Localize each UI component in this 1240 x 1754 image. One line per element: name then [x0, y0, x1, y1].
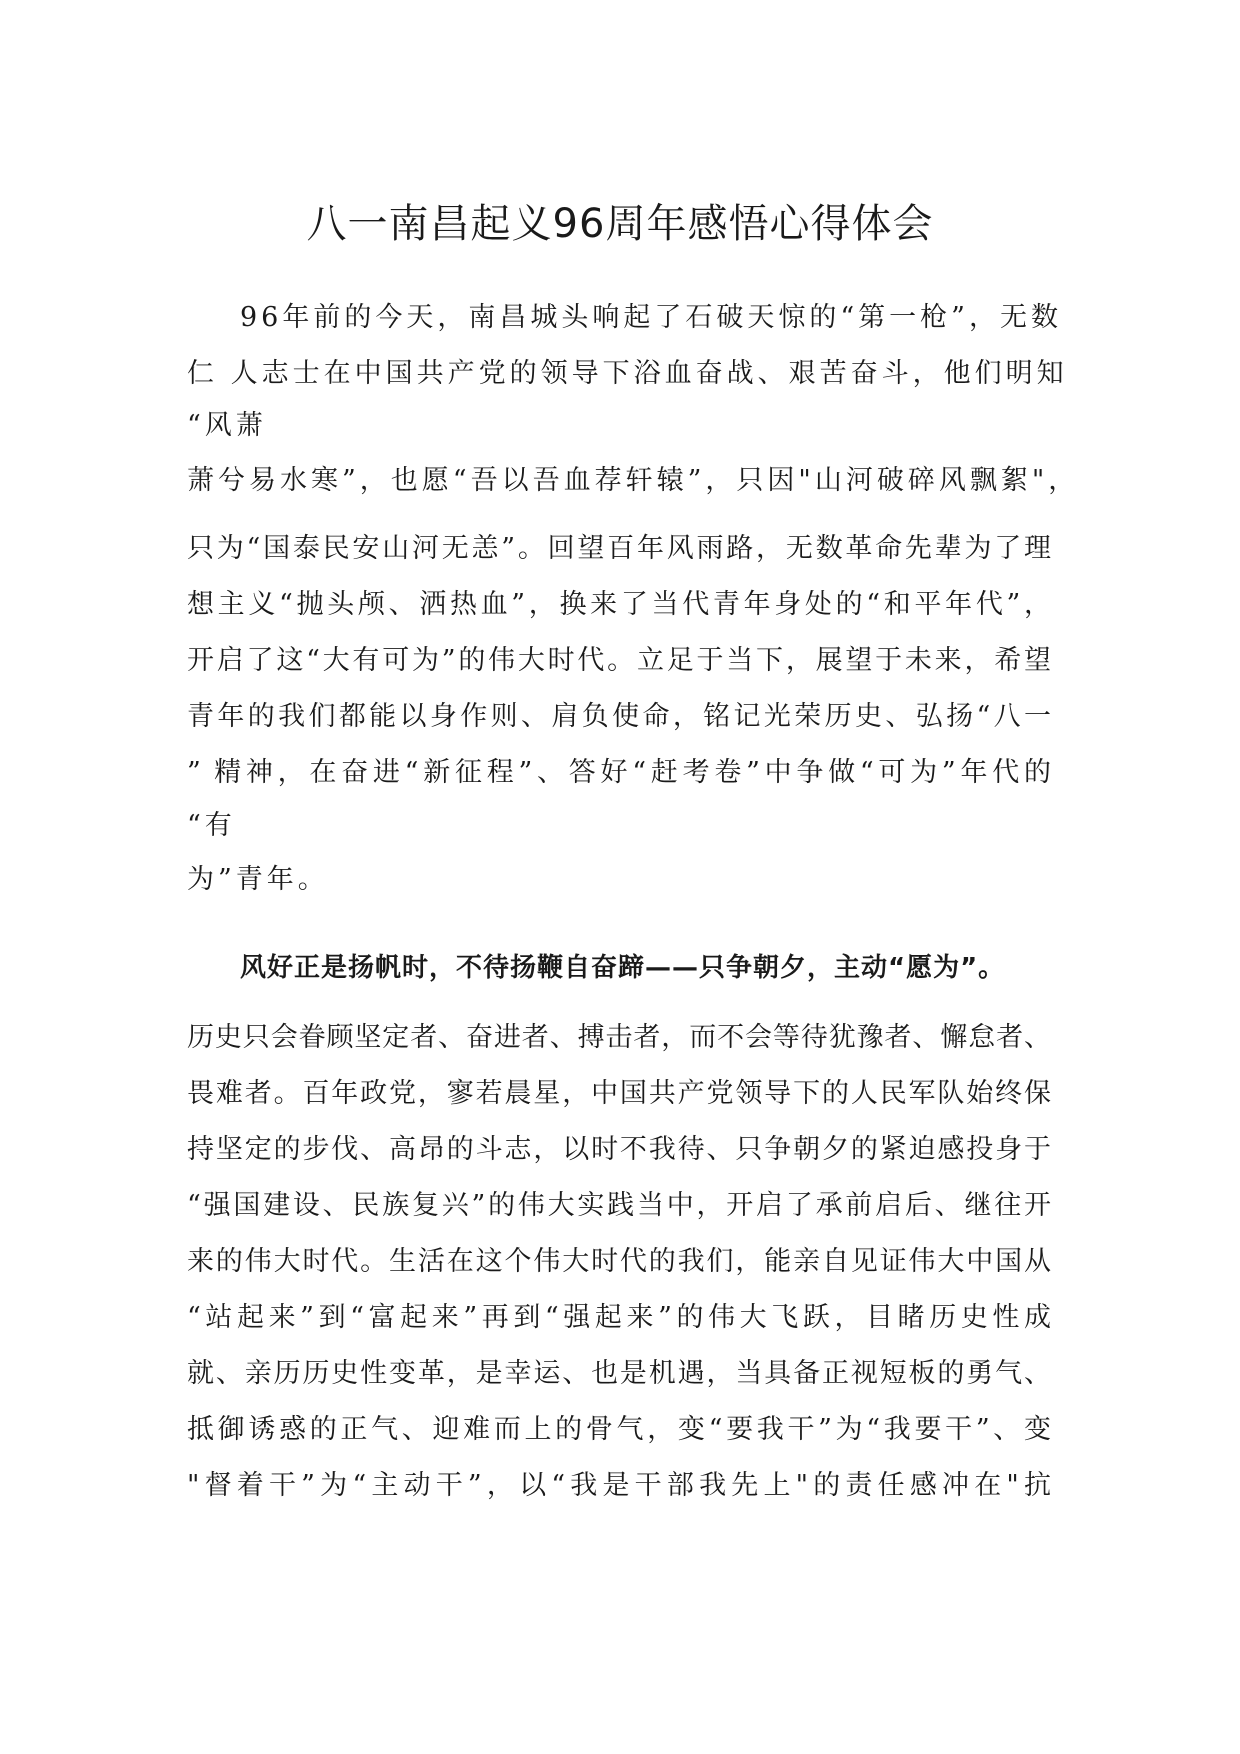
paragraph-2-line: “站起来”到“富起来”再到“强起来”的伟大飞跃，目睹历史性成 — [187, 1302, 1051, 1333]
paragraph-1-line: 仁 人志士在中国共产党的领导下浴血奋战、艰苦奋斗，他们明知 — [187, 358, 1068, 389]
paragraph-2-line: "督着干”为“主动干”，以“我是干部我先上"的责任感冲在"抗 — [187, 1470, 1051, 1501]
paragraph-2-line: 就、亲历历史性变革，是幸运、也是机遇，当具备正视短板的勇气、 — [187, 1358, 1051, 1389]
document-title: 八一南昌起义96周年感悟心得体会 — [306, 201, 934, 247]
paragraph-1-line: 只为“国泰民安山河无恙”。回望百年风雨路，无数革命先辈为了理 — [187, 533, 1051, 564]
paragraph-1-line: 开启了这“大有可为”的伟大时代。立足于当下，展望于未来，希望 — [187, 645, 1051, 676]
paragraph-1-line: 萧兮易水寒”，也愿“吾以吾血荐轩辕”，只因"山河破碎风飘絮"， — [187, 465, 1080, 496]
paragraph-1-line: “有 — [187, 810, 236, 841]
section-subheading: 风好正是扬帆时，不待扬鞭自奋蹄——只争朝夕，主动“愿为”。 — [240, 953, 1006, 983]
paragraph-2-line: 持坚定的步伐、高昂的斗志，以时不我待、只争朝夕的紧迫感投身于 — [187, 1134, 1051, 1165]
paragraph-1-line: ” 精神，在奋进“新征程”、答好“赶考卷”中争做“可为”年代的 — [187, 757, 1051, 788]
paragraph-1-line: 96年前的今天，南昌城头响起了石破天惊的“第一枪”，无数 — [240, 302, 1062, 333]
paragraph-2-line: 畏难者。百年政党，寥若晨星，中国共产党领导下的人民军队始终保 — [187, 1078, 1051, 1109]
paragraph-2-line: 历史只会眷顾坚定者、奋进者、搏击者，而不会等待犹豫者、懈怠者、 — [187, 1022, 1051, 1053]
paragraph-1-line: “风萧 — [187, 410, 267, 441]
paragraph-2-line: 抵御诱惑的正气、迎难而上的骨气，变“要我干”为“我要干”、变 — [187, 1414, 1051, 1445]
paragraph-1-line: 想主义“抛头颅、洒热血”，换来了当代青年身处的“和平年代”， — [187, 589, 1051, 620]
paragraph-2-line: 来的伟大时代。生活在这个伟大时代的我们，能亲自见证伟大中国从 — [187, 1246, 1051, 1277]
paragraph-1-line: 为”青年。 — [187, 864, 329, 895]
paragraph-1-line: 青年的我们都能以身作则、肩负使命，铭记光荣历史、弘扬“八一 — [187, 701, 1051, 732]
paragraph-2-line: “强国建设、民族复兴”的伟大实践当中，开启了承前启后、继往开 — [187, 1190, 1051, 1221]
